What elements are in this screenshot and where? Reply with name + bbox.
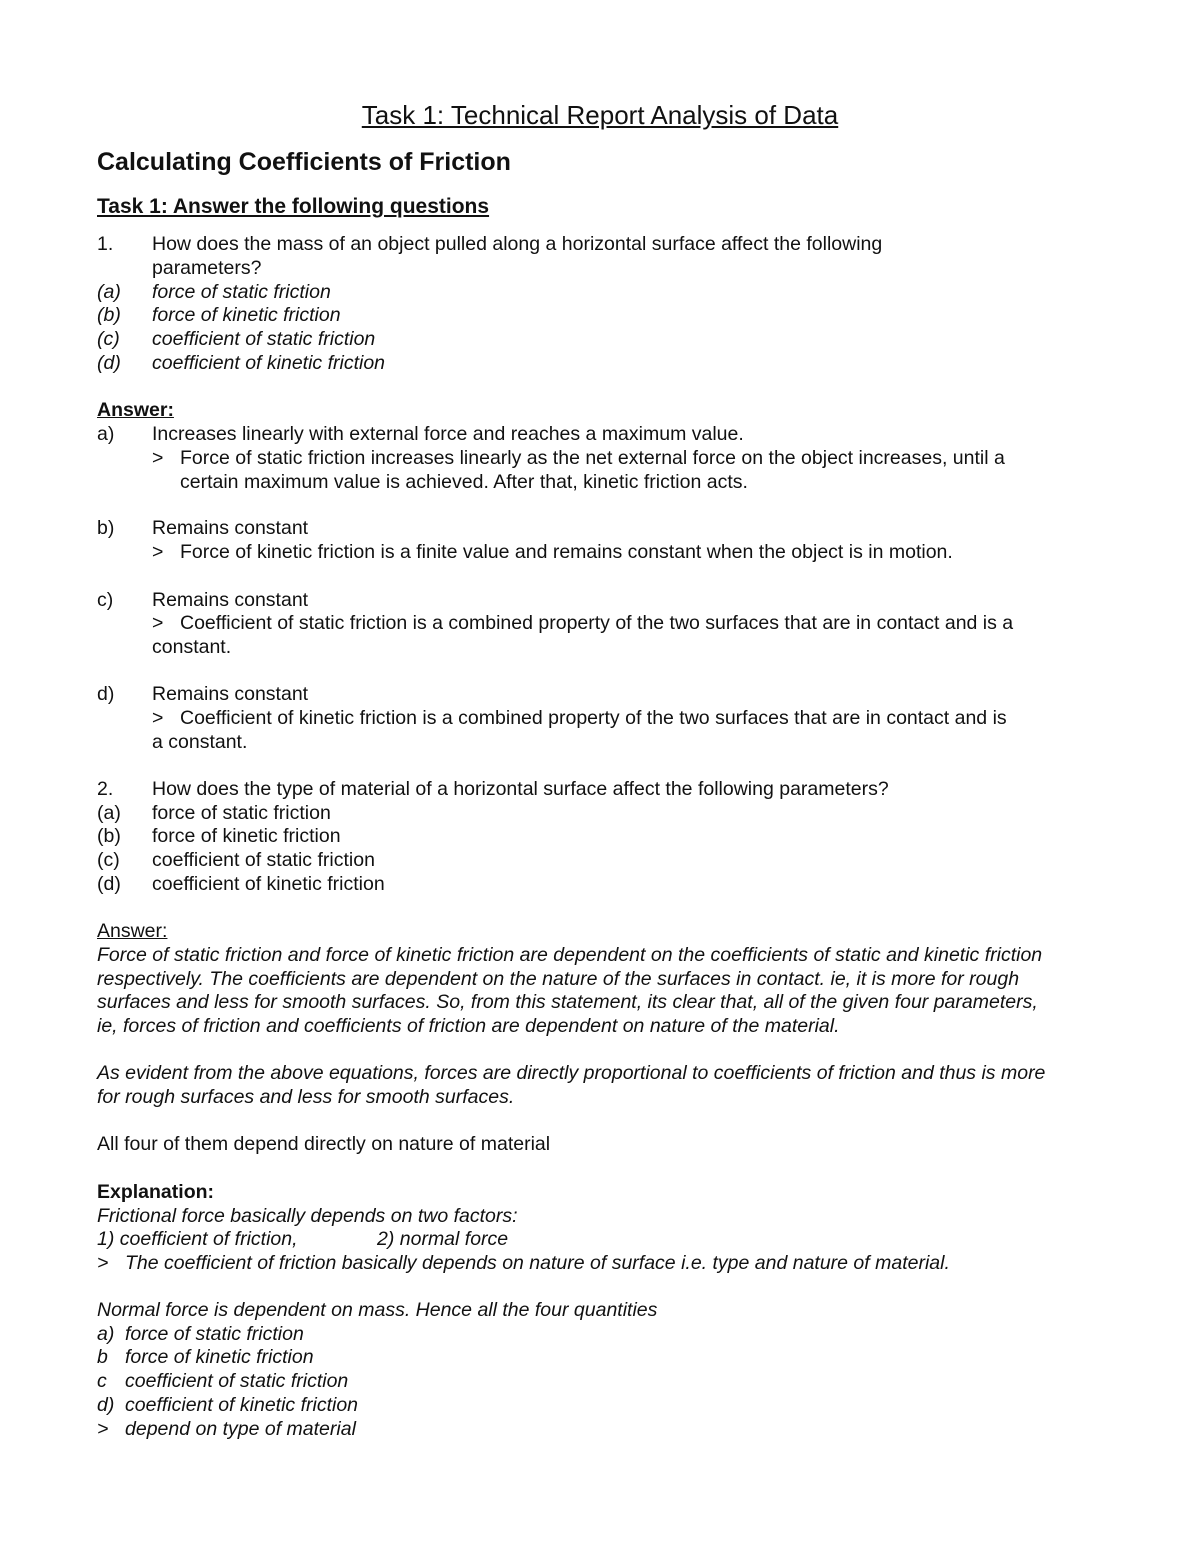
q2-item-text: coefficient of static friction [152, 849, 375, 871]
explanation-list-item [97, 1346, 314, 1370]
explanation-factor1: 1) coefficient of friction, [97, 1228, 298, 1250]
answer1-c-text: Remains constant [152, 589, 309, 611]
answer1-d-detail-line2: a constant. [152, 731, 248, 753]
arrow-marker: > [152, 707, 164, 729]
q1-text-line2: parameters? [152, 257, 262, 279]
q2-item-label: (c) [97, 849, 120, 871]
answer1-a-detail-line1: Force of static friction increases linearly as the net external force on the object increases, until a [180, 447, 1005, 469]
arrow-marker: > [152, 541, 164, 563]
answer1-c-label: c) [97, 589, 114, 611]
answer2-label: Answer: [97, 920, 168, 942]
list-item-text: force of static friction [125, 1323, 304, 1345]
arrow-marker: > [152, 612, 164, 634]
answer1-b-detail-line1: Force of kinetic friction is a finite value and remains constant when the object is in motion. [180, 541, 953, 563]
list-item-label: b [97, 1346, 108, 1368]
q1-item-label: (c) [97, 328, 120, 350]
explanation-list-item [97, 1370, 348, 1394]
answer2-para2-line: As evident from the above equations, forces are directly proportional to coefficients of friction and thus is more [97, 1062, 1046, 1084]
answer1-b-text: Remains constant [152, 517, 309, 539]
answer1-d-detail [152, 707, 1007, 731]
list-item-label: c [97, 1370, 107, 1392]
q1-item-label: (a) [97, 281, 121, 303]
answer2-para1-line: ie, forces of friction and coefficients of friction are dependent on nature of the material. [97, 1015, 840, 1037]
answer1-d-detail-line1: Coefficient of kinetic friction is a combined property of the two surfaces that are in contact and is [180, 707, 1007, 729]
answer2-para1-line: surfaces and less for smooth surfaces. So, from this statement, its clear that, all of the given four parameters, [97, 991, 1038, 1013]
list-item-label: d) [97, 1394, 115, 1416]
answer1-c-detail-line2: constant. [152, 636, 232, 658]
answer1-d-text: Remains constant [152, 683, 309, 705]
page-title: Task 1: Technical Report Analysis of Data [361, 100, 839, 130]
answer1-c-detail-line1: Coefficient of static friction is a combined property of the two surfaces that are in contact and is a [180, 612, 1014, 634]
list-item-text: coefficient of kinetic friction [125, 1394, 359, 1416]
q2-text: How does the type of material of a horizontal surface affect the following parameters? [152, 778, 889, 800]
q1-item-text: coefficient of static friction [152, 328, 376, 350]
list-item-label: > [97, 1418, 109, 1440]
q2-item-text: force of kinetic friction [152, 825, 341, 847]
explanation-normal-intro: Normal force is dependent on mass. Hence all the four quantities [97, 1299, 658, 1321]
answer1-a-text: Increases linearly with external force and reaches a maximum value. [152, 423, 744, 445]
q1-number: 1. [97, 233, 114, 255]
answer1-c-detail [152, 612, 1013, 636]
explanation-list-item [97, 1418, 356, 1442]
section-heading: Calculating Coefficients of Friction [97, 148, 511, 176]
explanation-note-text: The coefficient of friction basically depends on nature of surface i.e. type and nature of material. [125, 1252, 950, 1274]
list-item-text: coefficient of static friction [125, 1370, 349, 1392]
q2-item-label: (d) [97, 873, 121, 895]
q1-item-text: force of static friction [152, 281, 331, 303]
list-item-text: force of kinetic friction [125, 1346, 314, 1368]
answer2-conclusion: All four of them depend directly on nature of material [97, 1133, 551, 1155]
explanation-list-item [97, 1394, 358, 1418]
answer2-para2-line: for rough surfaces and less for smooth surfaces. [97, 1086, 515, 1108]
q1-item-text: force of kinetic friction [152, 304, 341, 326]
explanation-list-item [97, 1323, 304, 1347]
q1-text-line1: How does the mass of an object pulled along a horizontal surface affect the following [152, 233, 883, 255]
list-item-text: depend on type of material [125, 1418, 356, 1440]
answer1-b-detail [152, 541, 953, 565]
explanation-label: Explanation: [97, 1181, 215, 1203]
q2-item-text: force of static friction [152, 802, 331, 824]
q1-item-label: (d) [97, 352, 121, 374]
answer1-d-label: d) [97, 683, 115, 705]
answer2-para1-line: respectively. The coefficients are dependent on the nature of the surfaces in contact. ie, it is more for rough [97, 968, 1020, 990]
q1-item-label: (b) [97, 304, 121, 326]
q1-item-text: coefficient of kinetic friction [152, 352, 386, 374]
answer1-a-detail-line2: certain maximum value is achieved. After that, kinetic friction acts. [180, 471, 748, 493]
q2-item-label: (a) [97, 802, 121, 824]
task-heading: Task 1: Answer the following questions [97, 195, 490, 218]
q2-item-label: (b) [97, 825, 121, 847]
explanation-factor2: 2) normal force [377, 1228, 509, 1250]
q2-item-text: coefficient of kinetic friction [152, 873, 385, 895]
answer2-para1-line: Force of static friction and force of kinetic friction are dependent on the coefficients of static and kinetic friction [97, 944, 1043, 966]
answer1-label: Answer: [97, 399, 174, 421]
answer1-a-detail [152, 447, 1005, 471]
arrow-marker: > [97, 1252, 109, 1274]
answer1-b-label: b) [97, 517, 115, 539]
answer1-a-label: a) [97, 423, 115, 445]
q2-number: 2. [97, 778, 114, 800]
explanation-intro: Frictional force basically depends on two factors: [97, 1205, 518, 1227]
arrow-marker: > [152, 447, 164, 469]
list-item-label: a) [97, 1323, 115, 1345]
explanation-note [97, 1252, 950, 1276]
